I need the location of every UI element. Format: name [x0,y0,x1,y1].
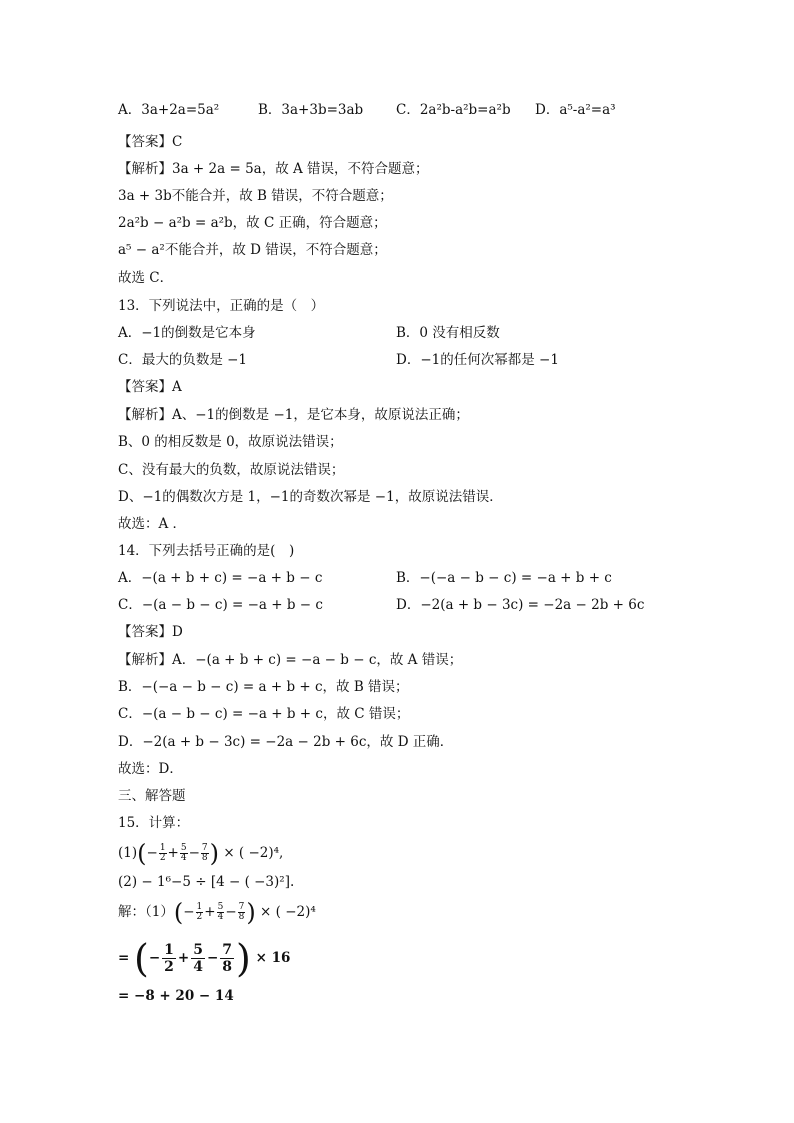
q15-part1-label: (1) [118,845,138,861]
fraction [159,844,167,863]
q14-analysis-3: C．−(a − b − c) = −a + b + c，故 C 错误； [118,706,410,722]
q15-stem: 15．计算： [118,815,190,831]
q12-option-c: C．2a²b-a²b=a²b [396,102,511,118]
q13-option-b: B．0 没有相反数 [396,325,500,341]
q13-analysis-1: 【解析】A、−1的倒数是 −1，是它本身，故原说法正确； [118,407,469,423]
frac-numerator: 7 [222,942,233,958]
q15-solution-tail: × ( −2)⁴ [260,904,316,920]
frac-denominator: 4 [180,853,187,863]
q14-option-b: B．−(−a − b − c) = −a + b + c [396,570,612,586]
q12-answer: 【答案】C [118,134,183,150]
q14-answer: 【答案】D [118,624,183,640]
frac-denominator: 2 [196,912,203,922]
q15-part2: (2) − 1⁶−5 ÷ [4 − ( −3)²]. [118,874,295,890]
q14-analysis-2: B．−(−a − b − c) = a + b + c，故 B 错误； [118,679,409,695]
q12-option-a: A．3a+2a=5a² [118,102,220,118]
q14-analysis-4: D．−2(a + b − 3c) = −2a − 2b + 6c，故 D 正确． [118,734,454,750]
q13-option-a: A．−1的倒数是它本身 [118,325,256,341]
q13-option-c: C．最大的负数是 −1 [118,352,248,368]
fraction [220,942,234,975]
fraction [196,903,204,922]
frac-denominator: 4 [217,912,224,922]
right-paren: ) [246,898,256,927]
frac-numerator: 1 [196,902,203,912]
frac-numerator: 1 [164,942,174,958]
q12-conclusion: 故选 C． [118,270,174,286]
q13-analysis-4: D、−1的偶数次方是 1，−1的奇数次幂是 −1，故原说法错误． [118,489,503,505]
fraction [191,942,205,975]
q14-stem: 14．下列去括号正确的是( ) [118,543,295,559]
frac-numerator: 7 [238,902,245,912]
q13-answer: 【答案】A [118,379,182,395]
q12-analysis-1: 【解析】3a + 2a = 5a，故 A 错误，不符合题意； [118,161,429,177]
q13-analysis-2: B、0 的相反数是 0，故原说法错误； [118,434,343,450]
q14-option-a: A．−(a + b + c) = −a + b − c [118,570,323,586]
fraction [180,844,188,863]
frac-denominator: 4 [193,959,203,975]
frac-denominator: 8 [238,912,245,922]
q14-conclusion: 故选：D． [118,761,183,777]
q15-solution-label: 解：（1） [118,904,174,920]
q15-step1-tail: × 16 [255,950,291,966]
right-paren: ) [236,936,251,981]
q13-analysis-3: C、没有最大的负数，故原说法错误； [118,462,345,478]
frac-numerator: 7 [201,843,208,853]
fraction [238,903,246,922]
q15-part1: (1)(− $\frac{1}{2}$ + $\frac{5}{4}$ − $\frac{7}{8}$ ) × ( −2)⁴, [118,839,284,868]
frac-denominator: 2 [164,959,174,975]
q14-option-d: D．−2(a + b − 3c) = −2a − 2b + 6c [396,597,645,613]
q12-option-b: B．3a+3b=3ab [258,102,364,118]
fraction [162,942,176,975]
frac-denominator: 2 [159,853,166,863]
fraction [217,903,225,922]
q13-stem: 13．下列说法中，正确的是（ ） [118,298,325,314]
q12-option-d: D．a⁵-a²=a³ [535,102,616,118]
frac-numerator: 1 [159,843,166,853]
q13-option-d: D．−1的任何次幂都是 −1 [396,352,559,368]
q15-solution-line: 解：（1）(− $\frac{1}{2}$ + $\frac{5}{4}$ − $\frac{7}{8}$ ) × ( −2)⁴ [118,898,316,927]
q14-analysis-1: 【解析】A．−(a + b + c) = −a − b − c，故 A 错误； [118,652,463,668]
left-paren: ( [137,839,147,868]
q12-analysis-3: 2a²b − a²b = a²b，故 C 正确，符合题意； [118,215,387,231]
frac-numerator: 5 [193,942,203,958]
frac-numerator: 5 [180,843,187,853]
q13-conclusion: 故选：A ． [118,516,187,532]
q15-step1: = (− $\frac{1}{2}$ + $\frac{5}{4}$ − $\frac{7}{8}$ ) × 16 [118,936,291,981]
q12-analysis-4: a⁵ − a²不能合并，故 D 错误，不符合题意； [118,242,387,258]
frac-denominator: 8 [222,959,233,975]
left-paren: ( [173,898,184,927]
q15-part1-tail: × ( −2)⁴, [223,845,284,861]
frac-denominator: 8 [201,853,208,863]
q14-option-c: C．−(a − b − c) = −a + b − c [118,597,323,613]
frac-numerator: 5 [217,902,224,912]
q15-step2: = −8 + 20 − 14 [118,988,234,1004]
q12-analysis-2: 3a + 3b不能合并，故 B 错误，不符合题意； [118,188,393,204]
section-title: 三、解答题 [118,788,186,804]
fraction [201,844,209,863]
right-paren: ) [209,839,220,868]
left-paren: ( [134,936,149,981]
